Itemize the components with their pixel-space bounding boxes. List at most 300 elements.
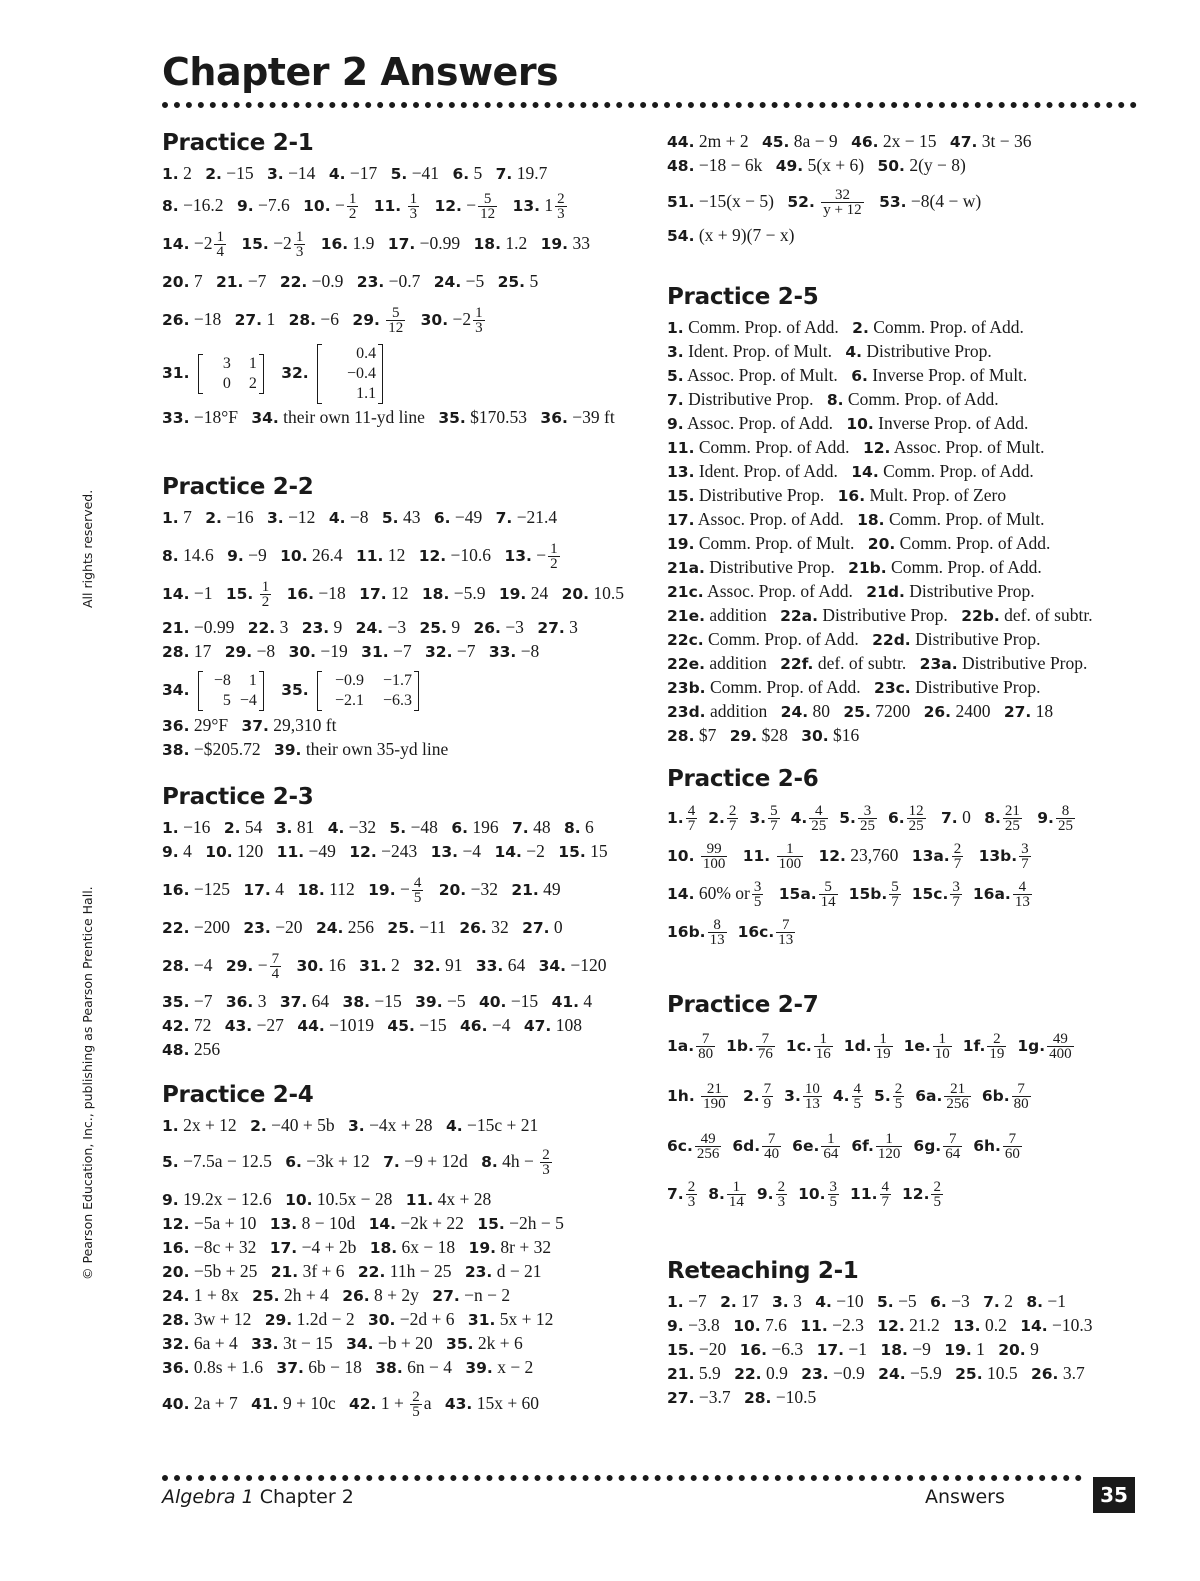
answer-line (162, 506, 652, 530)
fraction (880, 1180, 892, 1209)
item-number: 24. (433, 273, 462, 291)
answer-value: −6.3 (771, 1339, 804, 1359)
numerator: 1 (933, 1032, 952, 1047)
answer-value: Comm. Prop. of Add. (847, 389, 999, 409)
numerator: 7 (271, 951, 280, 968)
item-number: 19. (368, 881, 396, 899)
item-number: 21a. (667, 559, 705, 577)
denominator: 5 (853, 1096, 862, 1113)
answer-value: Assoc. Prop. of Add. (697, 509, 844, 529)
answer-value: Distributive Prop. (822, 605, 948, 625)
item-number: 20. (867, 535, 896, 553)
item-number: 26. (342, 1287, 370, 1305)
section-heading: Practice 2-5 (667, 284, 819, 310)
answer-value: Distributive Prop. (909, 581, 1035, 601)
answer-value: −19 (320, 641, 348, 661)
item-number: 2. (223, 819, 241, 837)
denominator: 5 (413, 890, 422, 907)
item-number: 25. (252, 1287, 280, 1305)
answer-value: 8a − 9 (793, 131, 838, 151)
denominator: 5 (412, 1404, 420, 1421)
answer-line (667, 154, 1157, 178)
item-number: 36. (540, 409, 568, 427)
item-number: 13. (512, 197, 540, 215)
fraction (858, 804, 877, 833)
answer-value: their own 11-yd line (283, 407, 425, 427)
fraction (548, 542, 560, 571)
answer-value: 6a + 4 (193, 1333, 238, 1353)
item-number: 30. (420, 311, 449, 329)
denominator: y + 12 (823, 202, 862, 219)
item-number: 35. (281, 681, 309, 699)
answer-line (162, 536, 652, 574)
item-number: 2. (720, 1293, 737, 1311)
denominator: 12 (388, 320, 404, 337)
item-number: 18. (369, 1239, 398, 1257)
item-number: 10. (285, 1191, 313, 1209)
denominator: 25 (1057, 818, 1073, 835)
denominator: 25 (859, 818, 875, 835)
answer-value: −2h − 5 (509, 1213, 564, 1233)
item-number: 11. (355, 547, 384, 565)
item-number: 38. (375, 1359, 403, 1377)
item-number: 35. (446, 1335, 474, 1353)
answer-value: 0.2 (984, 1315, 1007, 1335)
sidebar-copyright (80, 480, 95, 1280)
answer-value: 3 (257, 991, 267, 1011)
copyright-text: © Pearson Education, Inc., publishing as Pearson Prentice Hall. (80, 886, 95, 1280)
answer-value: 6b − 18 (308, 1357, 362, 1377)
item-number: 15. (558, 843, 586, 861)
denominator: 7 (881, 1194, 889, 1211)
numerator: 7 (1012, 1082, 1031, 1097)
item-number: 1d. (843, 1037, 872, 1055)
answer-value: −16 (183, 817, 211, 837)
answer-line (162, 1014, 652, 1038)
item-number: 17. (243, 881, 271, 899)
numerator: 2 (777, 1179, 786, 1196)
answer-value: −10 (836, 1291, 864, 1311)
answer-value: −1 (1047, 1291, 1066, 1311)
chapter-name: Chapter 2 (253, 1486, 354, 1508)
item-number: 23. (243, 919, 271, 937)
numerator: 21 (1004, 803, 1020, 820)
item-number: 27. (522, 919, 550, 937)
item-number: 10. (280, 547, 308, 565)
fraction (540, 1148, 552, 1177)
fraction (876, 1132, 903, 1161)
answer-value: 15 (590, 841, 608, 861)
item-number: 5. (390, 165, 408, 183)
answer-value: −n − 2 (464, 1285, 511, 1305)
answer-value: addition (709, 701, 768, 721)
fraction (408, 192, 420, 221)
numerator: 7 (762, 1132, 781, 1147)
item-number: 6d. (732, 1137, 761, 1155)
item-number: 29. (264, 1311, 293, 1329)
item-number: 1b. (726, 1037, 754, 1055)
fraction (1047, 1032, 1074, 1061)
answer-value: $16 (833, 725, 860, 745)
item-number: 17. (387, 235, 416, 253)
minus-sign: − (334, 195, 345, 215)
fraction (1013, 880, 1032, 909)
answer-value: 1 + 8x (193, 1285, 239, 1305)
item-number: 4. (327, 819, 345, 837)
answer-line (667, 700, 1157, 724)
item-number: 21. (162, 619, 190, 637)
fraction (686, 804, 698, 833)
item-number: 8. (481, 1153, 498, 1171)
answer-value: −10.3 (1052, 1315, 1093, 1335)
section-heading: Practice 2-1 (162, 130, 314, 156)
item-number: 7. (667, 1185, 684, 1203)
item-number: 3. (348, 1117, 365, 1135)
item-number: 40. (478, 993, 507, 1011)
item-number: 12. (818, 847, 846, 865)
item-number: 42. (162, 1017, 190, 1035)
item-number: 1f. (962, 1037, 986, 1055)
answer-value: −15(x − 5) (698, 191, 774, 211)
item-number: 20. (162, 273, 190, 291)
item-number: 3. (784, 1087, 801, 1105)
item-number: 26. (473, 619, 501, 637)
item-number: 6. (887, 809, 905, 827)
item-number: 26. (1030, 1365, 1059, 1383)
answer-value: −4x + 28 (369, 1115, 433, 1135)
item-number: 39. (465, 1359, 493, 1377)
item-number: 19. (468, 1239, 497, 1257)
item-number: 48. (162, 1041, 190, 1059)
matrix-cell: 2 (248, 374, 257, 392)
answer-value: 256 (347, 917, 375, 937)
answer-value: x − 2 (497, 1357, 534, 1377)
answer-value: 80 (812, 701, 831, 721)
item-number: 5. (874, 1087, 891, 1105)
answer-line (162, 816, 652, 840)
item-number: 41. (551, 993, 580, 1011)
fraction (701, 1082, 728, 1111)
answer-value: −0.9 (311, 271, 344, 291)
answer-value: −5.9 (453, 583, 486, 603)
matrix-bracket-left (198, 671, 203, 711)
answer-line (667, 628, 1157, 652)
answer-value: Inverse Prop. of Mult. (872, 365, 1028, 385)
answer-line (667, 1386, 1157, 1410)
answer-value: 1 (976, 1339, 985, 1359)
item-number: 13a. (911, 847, 950, 865)
item-number: 10. (733, 1317, 761, 1335)
item-number: 23. (464, 1263, 493, 1281)
answer-line (667, 912, 1157, 950)
fraction (944, 1082, 971, 1111)
item-number: 13. (667, 463, 695, 481)
answer-value: 6n − 4 (407, 1357, 452, 1377)
answer-line (162, 908, 652, 946)
answer-value: 2m + 2 (698, 131, 749, 151)
matrix-cell: −0.4 (347, 364, 377, 382)
answer-value: 4 (583, 991, 593, 1011)
answer-value: def. of subtr. (817, 653, 907, 673)
matrix-cell: 1 (248, 671, 257, 689)
answer-line (667, 388, 1157, 412)
footer-section: Answers (925, 1486, 1005, 1508)
item-number: 16b. (667, 923, 706, 941)
item-number: 22e. (667, 655, 705, 673)
answer-value: −1 (848, 1339, 868, 1359)
matrix-bracket-left (198, 354, 203, 394)
answer-value: −49 (454, 507, 483, 527)
item-number: 15. (225, 585, 254, 603)
answer-value: −10.5 (775, 1387, 817, 1407)
item-number: 7. (383, 1153, 400, 1171)
item-number: 33. (162, 409, 190, 427)
item-number: 15b. (848, 885, 888, 903)
fraction-list (667, 1179, 945, 1211)
answer-value: 4 (183, 841, 192, 861)
denominator: 256 (946, 1096, 969, 1113)
top-dotted-rule (162, 102, 1137, 108)
fraction (809, 804, 828, 833)
item-number: 23a. (919, 655, 958, 673)
answer-value: −15 (419, 1015, 447, 1035)
answer-value: 2x + 12 (183, 1115, 237, 1135)
numerator: 1 (777, 842, 804, 857)
fraction (1056, 804, 1075, 833)
answer-value: Comm. Prop. of Add. (899, 533, 1051, 553)
denominator: 5 (894, 1096, 903, 1113)
denominator: 7 (952, 894, 960, 911)
item-number: 21e. (667, 607, 705, 625)
answer-value: Comm. Prop. of Add. (688, 317, 839, 337)
item-number: 5. (839, 809, 856, 827)
answer-line (667, 532, 1157, 556)
fraction-list (667, 803, 928, 835)
answer-line (667, 604, 1157, 628)
denominator: 2 (261, 594, 270, 611)
numerator: 3 (858, 804, 877, 819)
item-number: 15. (241, 235, 269, 253)
answer-line (162, 1380, 652, 1426)
fraction (686, 1180, 698, 1209)
minus-sign: − (466, 195, 477, 215)
answer-value: their own 35-yd line (305, 739, 449, 759)
item-number: 7. (512, 819, 529, 837)
numerator: 21 (701, 1082, 728, 1097)
answer-value: −17 (349, 163, 378, 183)
answer-value: −6 (320, 309, 340, 329)
denominator: 4 (271, 966, 280, 983)
answer-value: −21.4 (516, 507, 558, 527)
item-number: 30. (296, 957, 324, 975)
item-number: 6. (433, 509, 451, 527)
numerator: 12 (908, 803, 924, 820)
fraction-item (903, 841, 965, 873)
answer-value: 9 (333, 617, 343, 637)
denominator: 4 (216, 244, 224, 261)
item-number: 8. (984, 809, 1001, 827)
matrix-bracket-right (259, 354, 264, 394)
answer-value: −49 (308, 841, 336, 861)
item-number: 16. (286, 585, 315, 603)
item-number: 4. (845, 343, 863, 361)
answer-line (162, 186, 652, 224)
section-heading: Practice 2-4 (162, 1082, 314, 1108)
numerator: 2 (542, 1147, 550, 1164)
item-number: 6a. (915, 1087, 943, 1105)
fraction (756, 1032, 775, 1061)
item-number: 3. (267, 509, 284, 527)
answer-value: −2d + 6 (399, 1309, 455, 1329)
answer-value: 49 (543, 879, 561, 899)
fraction (952, 842, 964, 871)
answer-value: $7 (698, 725, 717, 745)
item-number: 23d. (667, 703, 706, 721)
answer-line (667, 836, 1157, 874)
fraction (410, 1390, 422, 1419)
item-number: 9. (162, 843, 179, 861)
item-number: 29. (352, 311, 380, 329)
item-number: 18. (473, 235, 501, 253)
numerator: 1 (348, 191, 357, 208)
answer-line (162, 1284, 652, 1308)
item-number: 6. (851, 367, 868, 385)
item-number: 24. (315, 919, 344, 937)
answer-value: 48 (533, 817, 551, 837)
matrix-31 (198, 354, 264, 394)
fraction (950, 880, 962, 909)
answer-value: 8r + 32 (500, 1237, 552, 1257)
matrix-cell: 0 (222, 374, 231, 392)
item-number: 16. (162, 1239, 190, 1257)
item-number: 45. (761, 133, 790, 151)
item-number: 30. (288, 643, 317, 661)
denominator: 25 (1004, 818, 1020, 835)
answer-value: 6x − 18 (401, 1237, 456, 1257)
fraction (294, 230, 306, 259)
item-number: 29. (224, 643, 253, 661)
item-number: 29. (225, 957, 254, 975)
answer-value: −9 + 12d (404, 1151, 468, 1171)
item-number: 22. (162, 919, 190, 937)
item-number: 35. (162, 993, 190, 1011)
answer-value: 5x + 12 (499, 1309, 554, 1329)
denominator: 9 (763, 1096, 772, 1113)
denominator: 14 (728, 1194, 744, 1211)
section-practice-2-2 (162, 474, 652, 762)
denominator: 7 (728, 818, 737, 835)
answer-value: −8 (256, 641, 276, 661)
bottom-dotted-rule (162, 1475, 1082, 1481)
answer-value: Comm. Prop. of Add. (873, 317, 1024, 337)
answer-value: −8(4 − w) (910, 191, 982, 211)
page-number: 35 (1093, 1477, 1135, 1513)
answer-line (667, 724, 1157, 748)
fraction-list (770, 879, 1034, 911)
answer-line (667, 676, 1157, 700)
fraction-item (1028, 803, 1077, 835)
answer-value: −2 (193, 233, 213, 253)
answer-value: −1019 (329, 1015, 375, 1035)
item-number: 32. (281, 364, 309, 382)
numerator: 3 (829, 1179, 838, 1196)
item-number: 12. (162, 1215, 190, 1233)
answer-value: 2 (183, 163, 192, 183)
item-number: 6f. (851, 1137, 874, 1155)
item-number: 36. (225, 993, 254, 1011)
item-number: 27. (432, 1287, 460, 1305)
section-heading: Practice 2-3 (162, 784, 314, 810)
numerator: 1 (216, 229, 224, 246)
item-number: 16a. (972, 885, 1011, 903)
fraction (214, 230, 226, 259)
answer-value: −5b + 25 (193, 1261, 258, 1281)
item-number: 1e. (903, 1037, 931, 1055)
answer-value: 3w + 12 (193, 1309, 252, 1329)
item-number: 1. (162, 165, 179, 183)
section-practice-2-4 (162, 1082, 652, 1426)
item-number: 7. (495, 165, 513, 183)
answer-value: 1.9 (352, 233, 375, 253)
denominator: 7 (687, 818, 696, 835)
item-number: 39. (415, 993, 443, 1011)
answer-value: −20 (275, 917, 303, 937)
item-number: 1. (667, 809, 684, 827)
item-number: 9. (236, 197, 254, 215)
answer-value: 43 (402, 507, 421, 527)
answer-value: 5 (529, 271, 539, 291)
answer-line (162, 1308, 652, 1332)
item-number: 4. (832, 1087, 850, 1105)
denominator: 5 (753, 894, 762, 911)
denominator: 3 (777, 1194, 786, 1211)
answer-value: 18 (1035, 701, 1054, 721)
item-number: 13. (953, 1317, 981, 1335)
answer-value: 0 (553, 917, 563, 937)
denominator: 7 (770, 818, 778, 835)
answer-value: −b + 20 (377, 1333, 433, 1353)
item-number: 49. (775, 157, 804, 175)
answer-value: 6 (585, 817, 594, 837)
item-number: 31. (162, 364, 190, 382)
item-number: 6. (452, 165, 470, 183)
item-number: 10. (667, 847, 695, 865)
item-number: 2. (708, 809, 725, 827)
item-number: 44. (667, 133, 695, 151)
item-number: 23. (301, 619, 330, 637)
item-number: 51. (667, 193, 695, 211)
denominator: 3 (475, 320, 483, 337)
item-number: 16. (837, 487, 866, 505)
answer-value: 19.2x − 12.6 (183, 1189, 272, 1209)
numerator: 5 (891, 879, 899, 896)
answer-value: Comm. Prop. of Add. (891, 557, 1042, 577)
answer-line (162, 162, 652, 186)
denominator: 13 (1014, 894, 1030, 911)
item-number: 43. (444, 1395, 473, 1413)
answer-value: −3 (387, 617, 407, 637)
item-number: 27. (234, 311, 263, 329)
item-number: 9. (162, 1191, 179, 1209)
item-number: 19. (498, 585, 527, 603)
item-number: 9. (667, 1317, 684, 1335)
item-number: 6h. (973, 1137, 1001, 1155)
numerator: 1 (876, 1132, 903, 1147)
answer-value: −5.9 (910, 1363, 942, 1383)
numerator: 2 (933, 1179, 941, 1196)
answer-value: −243 (381, 841, 418, 861)
fraction (874, 1032, 893, 1061)
